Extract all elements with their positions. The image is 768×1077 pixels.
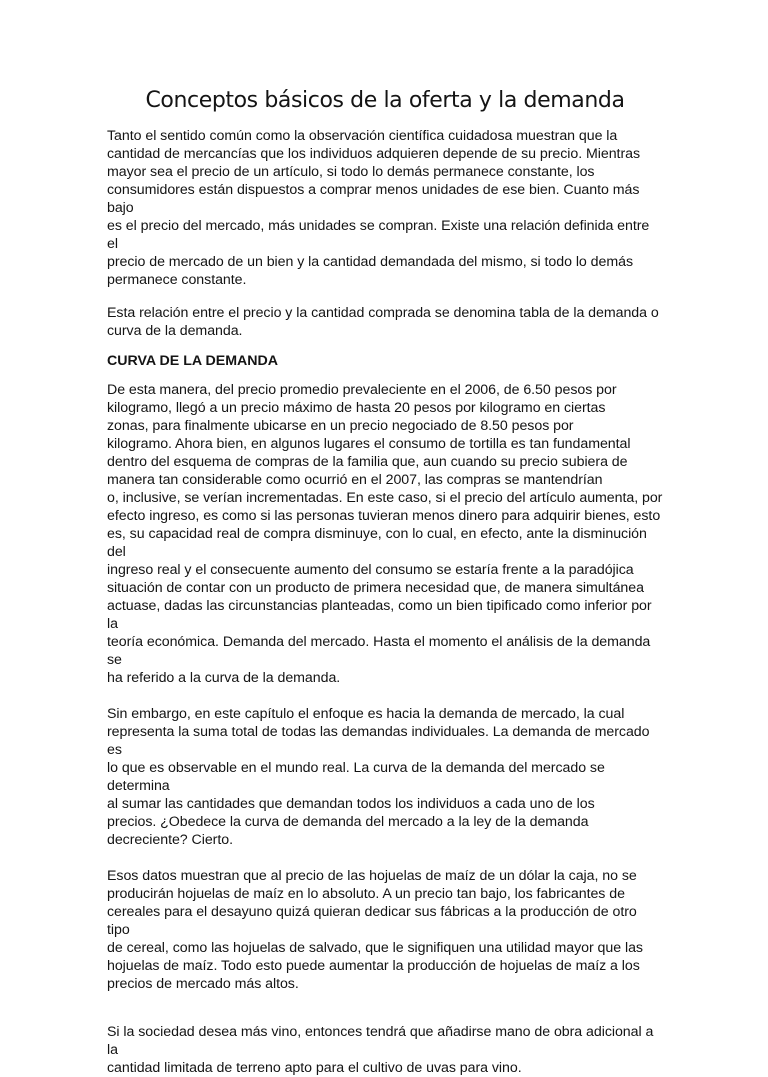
- paragraph-relation: Esta relación entre el precio y la cantidad comprada se denomina tabla de la demanda o curva de la demanda.: [107, 305, 659, 339]
- paragraph-market-demand: Sin embargo, en este capítulo el enfoque es hacia la demanda de mercado, la cual representa la suma total de todas las demandas individuales. La demanda de mercado es lo que es observable en el mundo real. La curva de la demanda del mercado se determina al sumar las cantidades que demandan todos los individuos a cada uno de los precios. ¿Obedece la curva de demanda del mercado a la ley de la demanda decreciente? Cierto.: [107, 706, 650, 848]
- paragraph-wine: Si la sociedad desea más vino, entonces tendrá que añadirse mano de obra adicional a la cantidad limitada de terreno apto para el cultivo de uvas para vino.: [107, 1024, 654, 1076]
- section-heading-demand-curve: CURVA DE LA DEMANDA: [107, 353, 279, 369]
- paragraph-corn-flakes: Esos datos muestran que al precio de las hojuelas de maíz de un dólar la caja, no se producirán hojuelas de maíz en lo absoluto. A un precio tan bajo, los fabricantes de cereales para el desayuno quizá quieran dedicar sus fábricas a la producción de otro tipo de cereal, como las hojuelas de salvado, que le signifiquen una utilidad mayor que las hojuelas de maíz. Todo esto puede aumentar la producción de hojuelas de maíz a los precios de mercado más altos.: [107, 868, 643, 992]
- document-page: [107, 88, 663, 1077]
- document-title: Conceptos básicos de la oferta y la demanda: [145, 88, 625, 113]
- paragraph-tortilla-prices: De esta manera, del precio promedio prevaleciente en el 2006, de 6.50 pesos por kilogramo, llegó a un precio máximo de hasta 20 pesos por kilogramo en ciertas zonas, para finalmente ubicarse en un precio negociado de 8.50 pesos por kilogramo. Ahora bien, en algunos lugares el consumo de tortilla es tan fundamental dentro del esquema de compras de la familia que, aun cuando su precio subiera de manera tan considerable como ocurrió en el 2007, las compras se mantendrían o, inclusive, se verían incrementadas. En este caso, si el precio del artículo aumenta, por efecto ingreso, es como si las personas tuvieran menos dinero para adquirir bienes, esto es, su capacidad real de compra disminuye, con lo cual, en efecto, ante la disminución del ingreso real y el consecuente aumento del consumo se estaría frente a la paradójica situación de contar con un producto de primera necesidad que, de manera simultánea actuase, dadas las circunstancias planteadas, como un bien tipificado como inferior por la teoría económica. Demanda del mercado. Hasta el momento el análisis de la demanda se ha referido a la curva de la demanda.: [107, 382, 663, 686]
- paragraph-intro: Tanto el sentido común como la observación científica cuidadosa muestran que la cantidad de mercancías que los individuos adquieren depende de su precio. Mientras mayor sea el precio de un artículo, si todo lo demás permanece constante, los consumidores están dispuestos a comprar menos unidades de ese bien. Cuanto más bajo es el precio del mercado, más unidades se compran. Existe una relación definida entre el precio de mercado de un bien y la cantidad demandada del mismo, si todo lo demás permanece constante.: [107, 128, 650, 288]
